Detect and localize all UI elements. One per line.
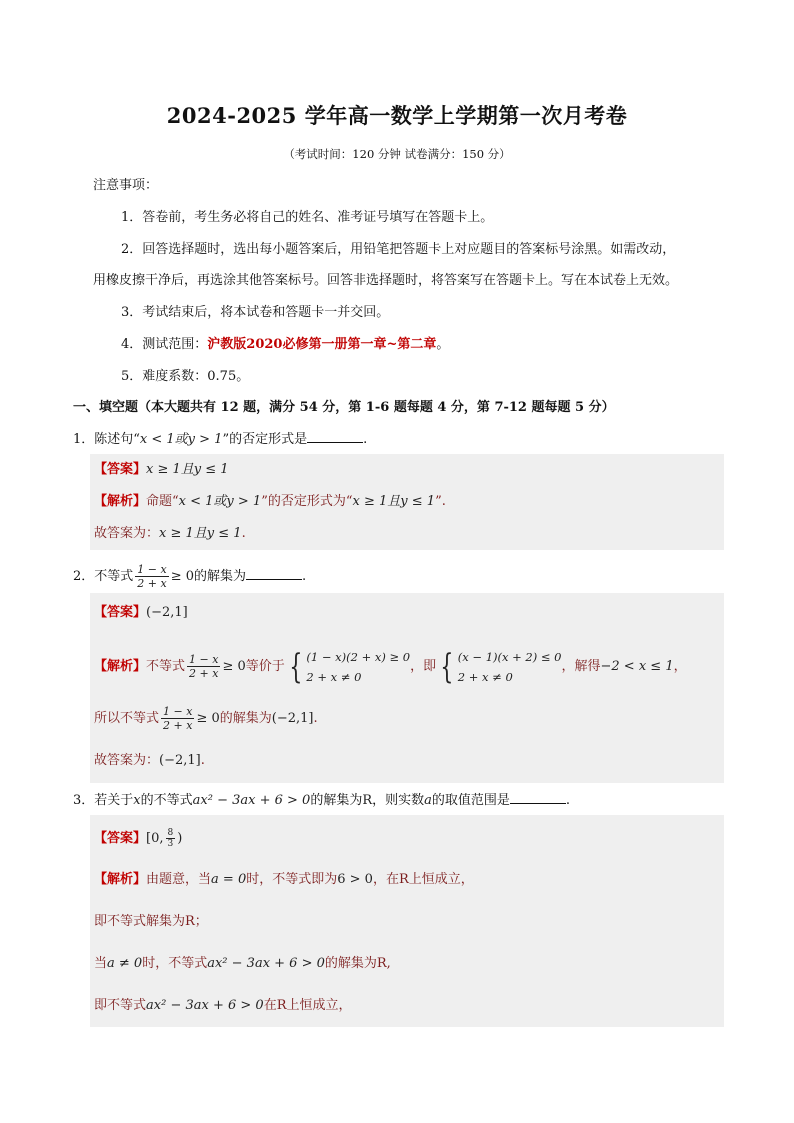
notice-item-1: 1．答卷前，考生务必将自己的姓名、准考证号填写在答题卡上。 xyxy=(121,210,494,225)
fraction-numerator: 1 − x xyxy=(163,705,193,718)
q1-answer xyxy=(90,460,724,480)
q1-answer-math: x ≥ 1且y ≤ 1 xyxy=(146,462,229,477)
q1-final xyxy=(90,524,724,544)
fraction-denominator: 2 + x xyxy=(189,667,219,680)
fraction-denominator: 2 + x xyxy=(163,719,193,732)
q3-analysis-math-2: 6 > 0 xyxy=(337,872,373,887)
q3-stem-math: ax² − 3ax + 6 > 0 xyxy=(192,793,311,808)
section-title: 一、填空题（本大题共有 12 题，满分 54 分，第 1-6 题每题 4 分，第 7-12 题每题 5 分） xyxy=(73,400,615,415)
q3-stem-x: x xyxy=(133,793,141,808)
q3-answer-start: [0, xyxy=(146,831,164,846)
system-2-line-2: 2 + x ≠ 0 xyxy=(457,669,513,684)
q3-analysis-math-1: a = 0 xyxy=(211,872,247,887)
q1-final-math: x ≥ 1且y ≤ 1 xyxy=(159,526,242,541)
q2-solution-box xyxy=(90,593,724,783)
q3-solution-box xyxy=(90,815,724,1027)
q2-analysis-math: −2 < x ≤ 1 xyxy=(600,659,674,674)
analysis-tag: 【解析】 xyxy=(94,872,147,887)
system-1-line-1: (1 − x)(2 + x) ≥ 0 xyxy=(306,649,411,664)
q3-analysis-text-1: 由题意，当 xyxy=(146,872,212,887)
q2-analysis-text-a: 不等式 xyxy=(146,659,186,674)
q3-answer-end: ) xyxy=(177,831,183,846)
q1-stem-end: . xyxy=(363,432,368,447)
q2-final-text: 故答案为： xyxy=(94,753,160,768)
fraction-numerator: 8 xyxy=(167,828,174,838)
q3-stem-R: R xyxy=(362,793,373,808)
q3-line-4-text-b: 在R上恒成立， xyxy=(263,998,352,1013)
notice-item-4 xyxy=(121,335,449,355)
q3-analysis xyxy=(90,870,724,890)
fraction-denominator: 3 xyxy=(167,839,174,849)
notice-heading: 注意事项： xyxy=(93,178,159,193)
q2-analysis-text-d: ，解得 xyxy=(561,659,601,674)
q2-analysis xyxy=(90,645,724,689)
q3-stem-text-b: 的不等式 xyxy=(140,793,193,808)
q2-answer xyxy=(90,603,724,623)
q2-stem-ineq: ≥ 0 xyxy=(170,569,194,584)
q3-stem-text-c: 的解集为 xyxy=(310,793,363,808)
q2-so-ineq: ≥ 0 xyxy=(196,711,220,726)
q2-fraction xyxy=(135,563,168,590)
answer-blank xyxy=(510,790,566,804)
q3-stem-text-d: ，则实数 xyxy=(372,793,425,808)
q3-line-3-math-2: ax² − 3ax + 6 > 0 xyxy=(207,956,325,971)
q2-final-end: . xyxy=(200,753,205,768)
q3-line-4-math: ax² − 3ax + 6 > 0 xyxy=(146,998,264,1013)
q2-stem-text-b: 的解集为 xyxy=(194,569,247,584)
q3-line-4-text-a: 即不等式 xyxy=(94,998,147,1013)
q2-answer-math: (−2,1] xyxy=(146,605,188,620)
q3-stem-text-e: 的取值范围是 xyxy=(431,793,510,808)
q3-line-2 xyxy=(90,912,724,932)
answer-tag: 【答案】 xyxy=(94,462,147,477)
q2-so-end: . xyxy=(313,711,318,726)
q1-final-text: 故答案为： xyxy=(94,526,160,541)
q1-analysis-text-a: 命题“ xyxy=(146,494,179,509)
q2-analysis-text-e: ， xyxy=(673,659,687,674)
q3-answer-fraction xyxy=(166,828,176,849)
q1-analysis-text-b: ”的否定形式为“ xyxy=(261,494,353,509)
q1-stem-math: x < 1或y > 1 xyxy=(139,432,223,447)
q2-final xyxy=(90,751,724,771)
q3-line-3-text-a: 当 xyxy=(94,956,108,971)
notice-item-2: 2．回答选择题时，选出每小题答案后，用铅笔把答题卡上对应题目的答案标号涂黑。如需改动， xyxy=(121,242,676,257)
q1-analysis xyxy=(90,492,724,512)
page-title: 2024-2025 学年高一数学上学期第一次月考卷 xyxy=(166,103,628,128)
analysis-tag: 【解析】 xyxy=(94,494,147,509)
q3-analysis-text-3: ，在R上恒成立， xyxy=(372,872,474,887)
answer-tag: 【答案】 xyxy=(94,605,147,620)
q3-line-3-math-1: a ≠ 0 xyxy=(107,956,143,971)
system-brace-1: { (1 − x)(2 + x) ≥ 0 2 + x ≠ 0 xyxy=(289,646,411,687)
analysis-tag: 【解析】 xyxy=(94,659,147,674)
answer-blank xyxy=(307,429,363,443)
system-1-line-2: 2 + x ≠ 0 xyxy=(306,669,362,684)
fraction-denominator: 2 + x xyxy=(137,577,167,590)
q3-line-3-text-c: 的解集为R, xyxy=(324,956,391,971)
question-3-stem xyxy=(73,790,570,811)
system-2-line-1: (x − 1)(x + 2) ≤ 0 xyxy=(457,649,562,664)
answer-tag: 【答案】 xyxy=(94,831,147,846)
q2-so-text-b: 的解集为 xyxy=(219,711,272,726)
q1-stem-text-a: 1．陈述句“ xyxy=(73,432,140,447)
scope-end: 。 xyxy=(436,337,450,352)
q2-so-math: (−2,1] xyxy=(271,711,314,726)
q3-line-3 xyxy=(90,954,724,974)
fraction-numerator: 1 − x xyxy=(137,563,167,576)
q1-analysis-text-c: ”. xyxy=(435,494,446,509)
q2-stem-end: . xyxy=(302,569,307,584)
q3-line-4 xyxy=(90,996,724,1016)
q3-stem-end: . xyxy=(565,793,571,808)
q2-analysis-fraction xyxy=(187,653,220,680)
q1-stem-text-b: ”的否定形式是 xyxy=(222,432,308,447)
q2-analysis-text-b: 等价于 xyxy=(245,659,285,674)
notice-item-3: 3．考试结束后，将本试卷和答题卡一并交回。 xyxy=(121,305,390,320)
q2-final-math: (−2,1] xyxy=(159,753,201,768)
q3-line-3-text-b: 时，不等式 xyxy=(142,956,208,971)
scope-highlight: 沪教版2020必修第一册第一章~第二章 xyxy=(207,337,437,352)
q2-analysis-ineq: ≥ 0 xyxy=(222,659,246,674)
q2-so-text-a: 所以不等式 xyxy=(94,711,160,726)
fraction-numerator: 1 − x xyxy=(189,653,219,666)
q2-stem-text-a: 2．不等式 xyxy=(73,569,134,584)
q2-analysis-text-c: ，即 xyxy=(410,659,437,674)
exam-info: （考试时间：120 分钟 试卷满分：150 分） xyxy=(283,147,511,161)
q3-stem-a: a xyxy=(424,793,432,808)
q1-analysis-math-1: x < 1或y > 1 xyxy=(178,494,262,509)
q1-solution-box xyxy=(90,454,724,550)
question-2-stem xyxy=(73,563,306,591)
notice-item-2-cont: 用橡皮擦干净后，再选涂其他答案标号。回答非选择题时，将答案写在答题卡上。写在本试卷上无效。 xyxy=(93,273,679,288)
q1-final-end: . xyxy=(241,526,246,541)
question-1-stem xyxy=(73,429,367,450)
system-brace-2: { (x − 1)(x + 2) ≤ 0 2 + x ≠ 0 xyxy=(440,646,562,687)
answer-blank xyxy=(246,566,302,580)
q3-answer xyxy=(90,825,724,853)
notice-item-5: 5．难度系数：0.75。 xyxy=(121,369,250,384)
q3-stem-text-a: 3．若关于 xyxy=(73,793,134,808)
q3-line-2-text: 即不等式解集为R； xyxy=(94,914,208,929)
notice-item-4-label: 4．测试范围： xyxy=(121,337,208,352)
q3-analysis-text-2: 时，不等式即为 xyxy=(246,872,338,887)
q1-analysis-math-2: x ≥ 1且y ≤ 1 xyxy=(352,494,436,509)
q2-so xyxy=(90,703,724,735)
q2-so-fraction xyxy=(161,705,194,732)
